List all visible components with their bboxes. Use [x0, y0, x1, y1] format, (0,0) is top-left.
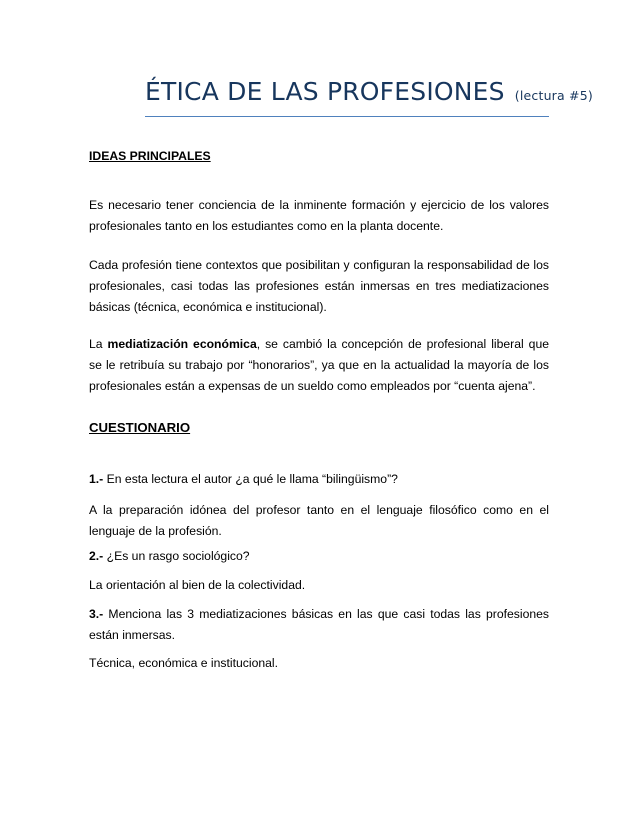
paragraph-3-rest: , se cambió la concepción de profesional liberal que se le retribuía su trabajo por “honorarios”, ya que en la actualidad la mayoría de los profesionales están a expensas de un sueldo como empleados por “cuenta ajena”. [89, 337, 550, 393]
question-2 [89, 546, 549, 567]
paragraph-2: Cada profesión tiene contextos que posibilitan y configuran la responsabilidad de los profesionales, casi todas las profesiones están inmersas en tres mediatizaciones básicas (técnica, económica e institucional). [89, 258, 549, 314]
page-title [145, 77, 593, 110]
paragraph-3-bold: mediatización económica [107, 337, 257, 351]
question-1-text: En esta lectura el autor ¿a qué le llama “bilingüismo”? [103, 472, 398, 486]
section-heading-ideas: IDEAS PRINCIPALES [89, 149, 211, 163]
question-3-number: 3.- [89, 607, 104, 621]
title-text: ÉTICA DE LAS PROFESIONES [145, 77, 505, 106]
question-2-number: 2.- [89, 549, 104, 563]
question-1-number: 1.- [89, 472, 104, 486]
question-1 [89, 469, 549, 490]
answer-3: Técnica, económica e institucional. [89, 656, 279, 670]
question-3 [89, 604, 549, 646]
question-2-text: ¿Es un rasgo sociológico? [103, 549, 250, 563]
paragraph-3-prefix: La [89, 337, 108, 351]
section-heading-cuestionario: CUESTIONARIO [89, 420, 191, 435]
answer-2: La orientación al bien de la colectividad. [89, 578, 306, 592]
paragraph-1: Es necesario tener conciencia de la inminente formación y ejercicio de los valores profesionales tanto en los estudiantes como en la planta docente. [89, 198, 549, 233]
paragraph-3 [89, 334, 549, 397]
title-subtitle: (lectura #5) [514, 88, 593, 103]
answer-1: A la preparación idónea del profesor tanto en el lenguaje filosófico como en el lenguaje de la profesión. [89, 503, 549, 538]
question-3-text: Menciona las 3 mediatizaciones básicas en las que casi todas las profesiones están inmersas. [89, 607, 549, 642]
title-block [145, 77, 593, 117]
